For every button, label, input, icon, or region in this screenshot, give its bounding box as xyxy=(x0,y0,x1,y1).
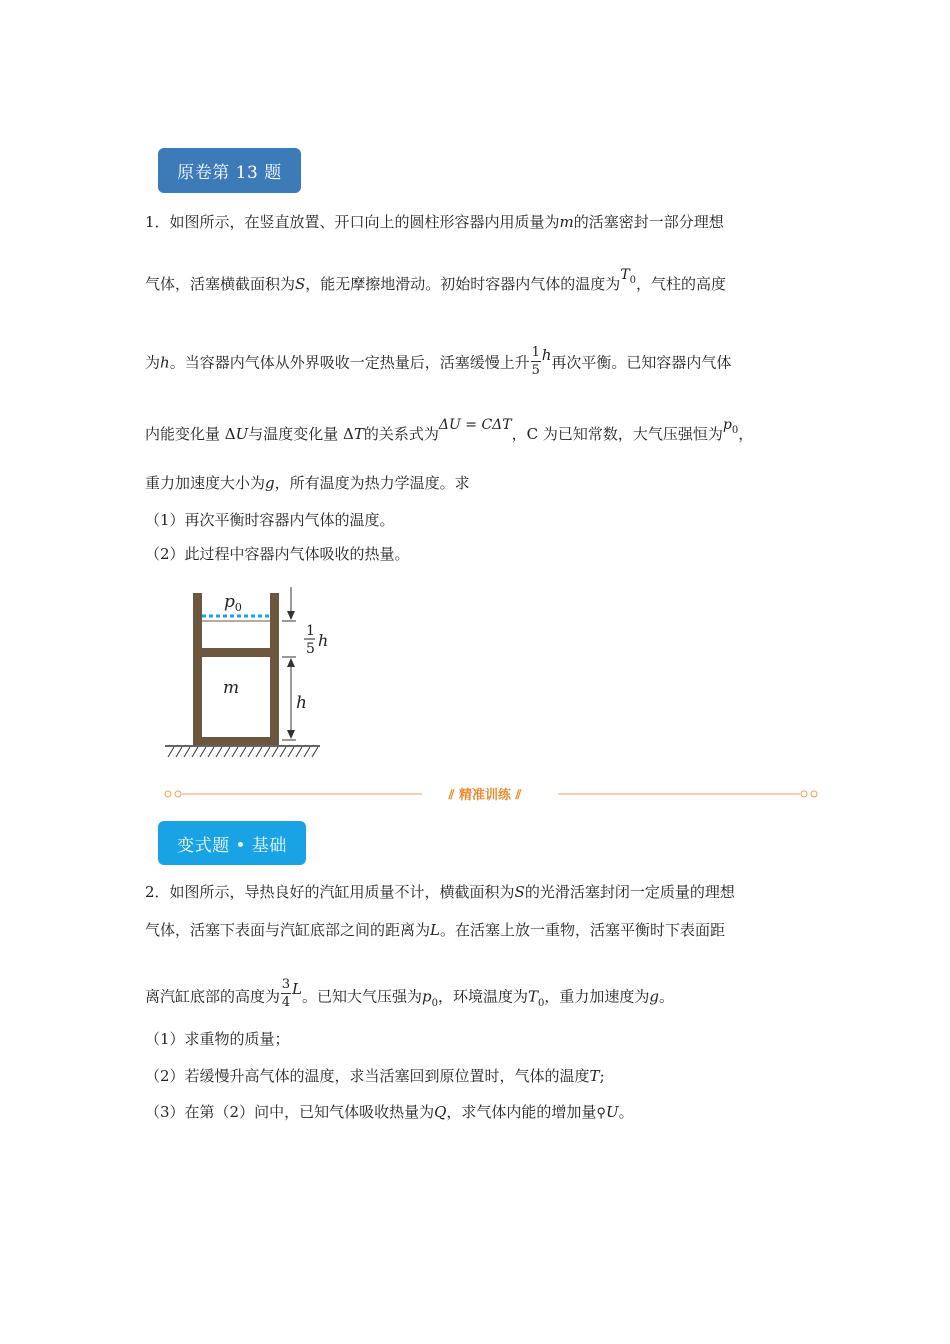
q2-sub-2: （2）若缓慢升高气体的温度，求当活塞回到原位置时，气体的温度T; xyxy=(145,1067,605,1085)
unknown-glyph-icon: ⚲ xyxy=(596,1106,606,1121)
mass-label: m xyxy=(223,678,240,698)
q1-line-1: 1．如图所示，在竖直放置、开口向上的圆柱形容器内用质量为m的活塞密封一部分理想 xyxy=(145,213,724,231)
original-question-badge: 原卷第 13 题 xyxy=(158,148,301,193)
divider-label: ⫽ 精准训练 ⫽ xyxy=(448,788,522,803)
cylinder-left-wall xyxy=(193,593,202,743)
cylinder-figure xyxy=(160,585,340,760)
cylinder-right-wall xyxy=(270,593,279,743)
cylinder-bottom xyxy=(193,737,279,745)
q1-line-3: 为h。当容器内气体从外界吸收一定热量后，活塞缓慢上升 $\frac{1}{5}$ h再次平衡。已知容器内气体 xyxy=(145,345,732,378)
q1-line-5: 重力加速度大小为g，所有温度为热力学温度。求 xyxy=(145,474,470,492)
fraction-numerator: 1 xyxy=(306,623,315,639)
h-label: h xyxy=(296,693,307,713)
q2-line-2: 气体，活塞下表面与汽缸底部之间的距离为L。在活塞上放一重物，活塞平衡时下表面距 xyxy=(145,921,725,939)
q1-line-2: 气体，活塞横截面积为S，能无摩擦地滑动。初始时容器内气体的温度为$T_0$，气柱的高度 xyxy=(145,267,727,293)
q1-sub-1: （1）再次平衡时容器内气体的温度。 xyxy=(145,511,395,529)
p0-label: $p_0$ xyxy=(224,592,242,614)
q2-sub-3: （3）在第（2）问中，已知气体吸收热量为Q，求气体内能的增加量⚲U。 xyxy=(145,1103,634,1121)
q2-line-3: 离汽缸底部的高度为 $\frac{3}{4}$ L。已知大气压强为$p_0$，环境温度为$T_0$，重力加速度为g。 xyxy=(145,977,675,1010)
q2-line-1: 2．如图所示，导热良好的汽缸用质量不计，横截面积为S的光滑活塞封闭一定质量的理想 xyxy=(145,883,735,901)
q2-sub-1: （1）求重物的质量； xyxy=(145,1030,290,1048)
fraction-denominator: 5 xyxy=(306,641,315,657)
variant-question-badge: 变式题 • 基础 xyxy=(158,821,306,865)
q1-sub-2: （2）此过程中容器内气体吸收的热量。 xyxy=(145,545,410,563)
q1-line-4: 内能变化量 ΔU与温度变化量 ΔT的关系式为ΔU = CΔT，C 为已知常数，大气压强恒为$p_0$， xyxy=(145,417,754,443)
fraction-h-label: h xyxy=(318,631,329,650)
piston xyxy=(202,648,270,657)
